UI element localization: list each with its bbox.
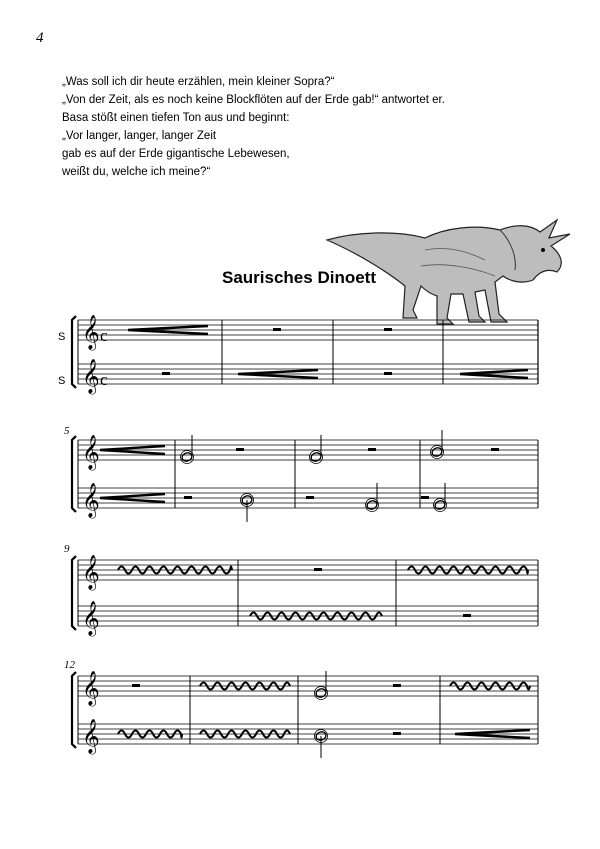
treble-clef: 𝄞 <box>82 601 100 636</box>
whole-rest <box>236 448 244 451</box>
staff-label: S <box>58 375 66 387</box>
whole-rest <box>273 328 281 331</box>
story-line: gab es auf der Erde gigantische Lebewesen, <box>62 148 290 160</box>
treble-clef: 𝄞 <box>82 555 100 590</box>
half-note-head <box>315 688 327 699</box>
staff-label: S <box>58 331 66 343</box>
half-note-head <box>181 452 193 463</box>
whole-rest <box>393 732 401 735</box>
half-note-head <box>434 500 446 511</box>
whole-rest <box>384 328 392 331</box>
whole-rest <box>393 684 401 687</box>
whole-rest <box>463 614 471 617</box>
whole-rest <box>306 496 314 499</box>
whole-rest <box>384 372 392 375</box>
whole-rest <box>314 568 322 571</box>
treble-clef: 𝄞 <box>82 315 100 350</box>
treble-clef: 𝄞 <box>82 359 100 394</box>
half-note-head <box>310 452 322 463</box>
whole-rest <box>162 372 170 375</box>
piece-title: Saurisches Dinoett <box>222 268 376 287</box>
treble-clef: 𝄞 <box>82 719 100 754</box>
time-signature: c <box>100 370 108 389</box>
treble-clef: 𝄞 <box>82 483 100 518</box>
system-bracket <box>72 556 76 630</box>
story-line: weißt du, welche ich meine?“ <box>62 166 211 178</box>
story-line: „Was soll ich dir heute erzählen, mein kleiner Sopra?“ <box>62 76 335 88</box>
story-line: „Vor langer, langer, langer Zeit <box>62 130 217 142</box>
half-note-head <box>366 500 378 511</box>
time-signature: c <box>100 326 108 345</box>
story-line: Basa stößt einen tiefen Ton aus und beginnt: <box>62 112 290 124</box>
whole-rest <box>491 448 499 451</box>
whole-rest <box>421 496 429 499</box>
half-note-head <box>431 447 443 458</box>
whole-rest <box>368 448 376 451</box>
treble-clef: 𝄞 <box>82 671 100 706</box>
system-bracket <box>72 436 76 512</box>
measure-number: 12 <box>64 659 75 671</box>
treble-clef: 𝄞 <box>82 435 100 470</box>
page-number: 4 <box>36 30 44 46</box>
system-bracket <box>72 316 76 388</box>
whole-rest <box>184 496 192 499</box>
measure-number: 9 <box>64 543 70 555</box>
measure-number: 5 <box>64 425 70 437</box>
system-bracket <box>72 672 76 748</box>
whole-rest <box>132 684 140 687</box>
story-line: „Von der Zeit, als es noch keine Blockflöten auf der Erde gab!“ antwortet er. <box>62 94 445 106</box>
